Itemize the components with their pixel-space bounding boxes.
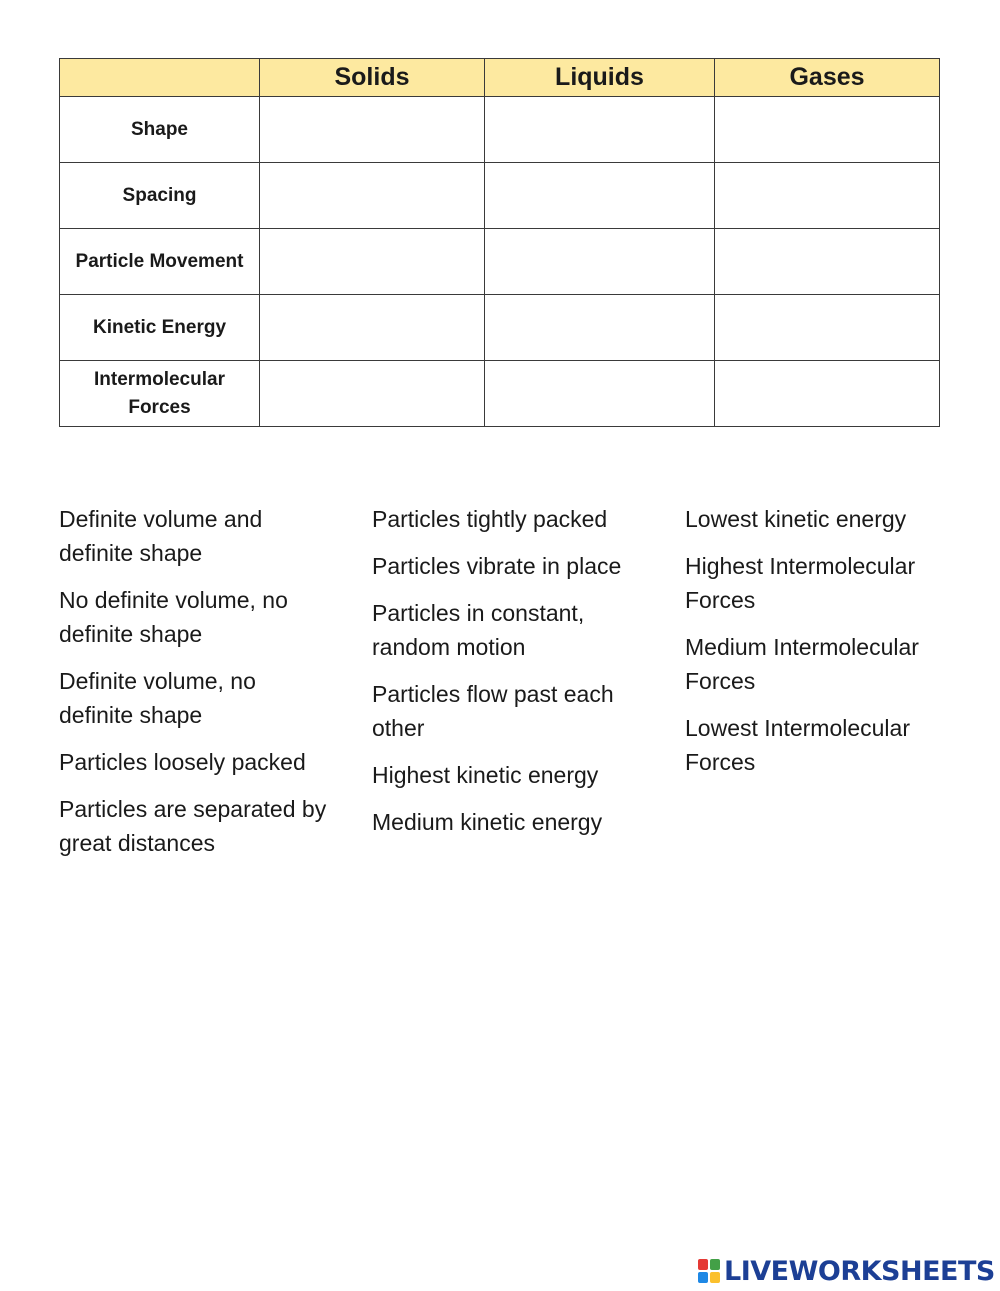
answer-cell-liquids-kinetic-energy[interactable]: [485, 295, 715, 361]
table-row: [60, 295, 940, 361]
word-bank-item[interactable]: Definite volume and definite shape: [59, 506, 263, 566]
word-bank-item[interactable]: Medium Intermolecular Forces: [685, 634, 919, 694]
answer-cell-liquids-intermolecular-forces[interactable]: [485, 361, 715, 427]
answer-cell-solids-intermolecular-forces[interactable]: [260, 361, 485, 427]
word-bank-item[interactable]: Highest kinetic energy: [372, 762, 599, 788]
word-bank-item[interactable]: Particles tightly packed: [372, 506, 608, 532]
answer-cell-gases-particle-movement[interactable]: [715, 229, 940, 295]
table-row: [60, 163, 940, 229]
answer-cell-solids-kinetic-energy[interactable]: [260, 295, 485, 361]
word-bank-item[interactable]: Definite volume, no definite shape: [59, 668, 256, 728]
logo-square: [710, 1259, 720, 1270]
word-bank-column-3: [685, 502, 960, 792]
liveworksheets-logo-icon: [697, 1258, 721, 1284]
table-corner-cell: [60, 59, 260, 97]
row-header-spacing: Spacing: [60, 163, 260, 229]
logo-square: [698, 1259, 708, 1270]
word-bank-item[interactable]: Particles are separated by great distances: [59, 796, 327, 856]
word-bank-column-1: [59, 502, 329, 873]
logo-square: [698, 1272, 708, 1283]
word-bank-item[interactable]: Lowest kinetic energy: [685, 506, 907, 532]
logo-text: LIVEWORKSHEETS: [724, 1255, 995, 1287]
liveworksheets-logo: [697, 1255, 995, 1287]
word-bank-item[interactable]: No definite volume, no definite shape: [59, 587, 288, 647]
answer-cell-gases-spacing[interactable]: [715, 163, 940, 229]
word-bank-item[interactable]: Particles loosely packed: [59, 749, 306, 775]
table-row: [60, 229, 940, 295]
word-bank-item[interactable]: Lowest Intermolecular Forces: [685, 715, 910, 775]
states-of-matter-table: [59, 58, 940, 427]
answer-cell-solids-spacing[interactable]: [260, 163, 485, 229]
row-header-intermolecular-forces: Intermolecular Forces: [60, 361, 260, 427]
answer-cell-gases-intermolecular-forces[interactable]: [715, 361, 940, 427]
column-header-liquids: Liquids: [485, 59, 715, 97]
answer-cell-solids-particle-movement[interactable]: [260, 229, 485, 295]
answer-cell-liquids-spacing[interactable]: [485, 163, 715, 229]
word-bank-item[interactable]: Highest Intermolecular Forces: [685, 553, 916, 613]
column-header-gases: Gases: [715, 59, 940, 97]
answer-cell-gases-shape[interactable]: [715, 97, 940, 163]
answer-cell-solids-shape[interactable]: [260, 97, 485, 163]
word-bank-item[interactable]: Particles in constant, random motion: [372, 600, 585, 660]
row-header-particle-movement: Particle Movement: [60, 229, 260, 295]
table-row: [60, 361, 940, 427]
row-header-kinetic-energy: Kinetic Energy: [60, 295, 260, 361]
row-header-shape: Shape: [60, 97, 260, 163]
logo-square: [710, 1272, 720, 1283]
table-row: [60, 97, 940, 163]
word-bank-item[interactable]: Medium kinetic energy: [372, 809, 603, 835]
column-header-solids: Solids: [260, 59, 485, 97]
word-bank-item[interactable]: Particles vibrate in place: [372, 553, 622, 579]
table-header-row: [60, 59, 940, 97]
answer-cell-liquids-particle-movement[interactable]: [485, 229, 715, 295]
answer-cell-liquids-shape[interactable]: [485, 97, 715, 163]
answer-cell-gases-kinetic-energy[interactable]: [715, 295, 940, 361]
word-bank-item[interactable]: Particles flow past each other: [372, 681, 614, 741]
word-bank-column-2: [372, 502, 642, 852]
